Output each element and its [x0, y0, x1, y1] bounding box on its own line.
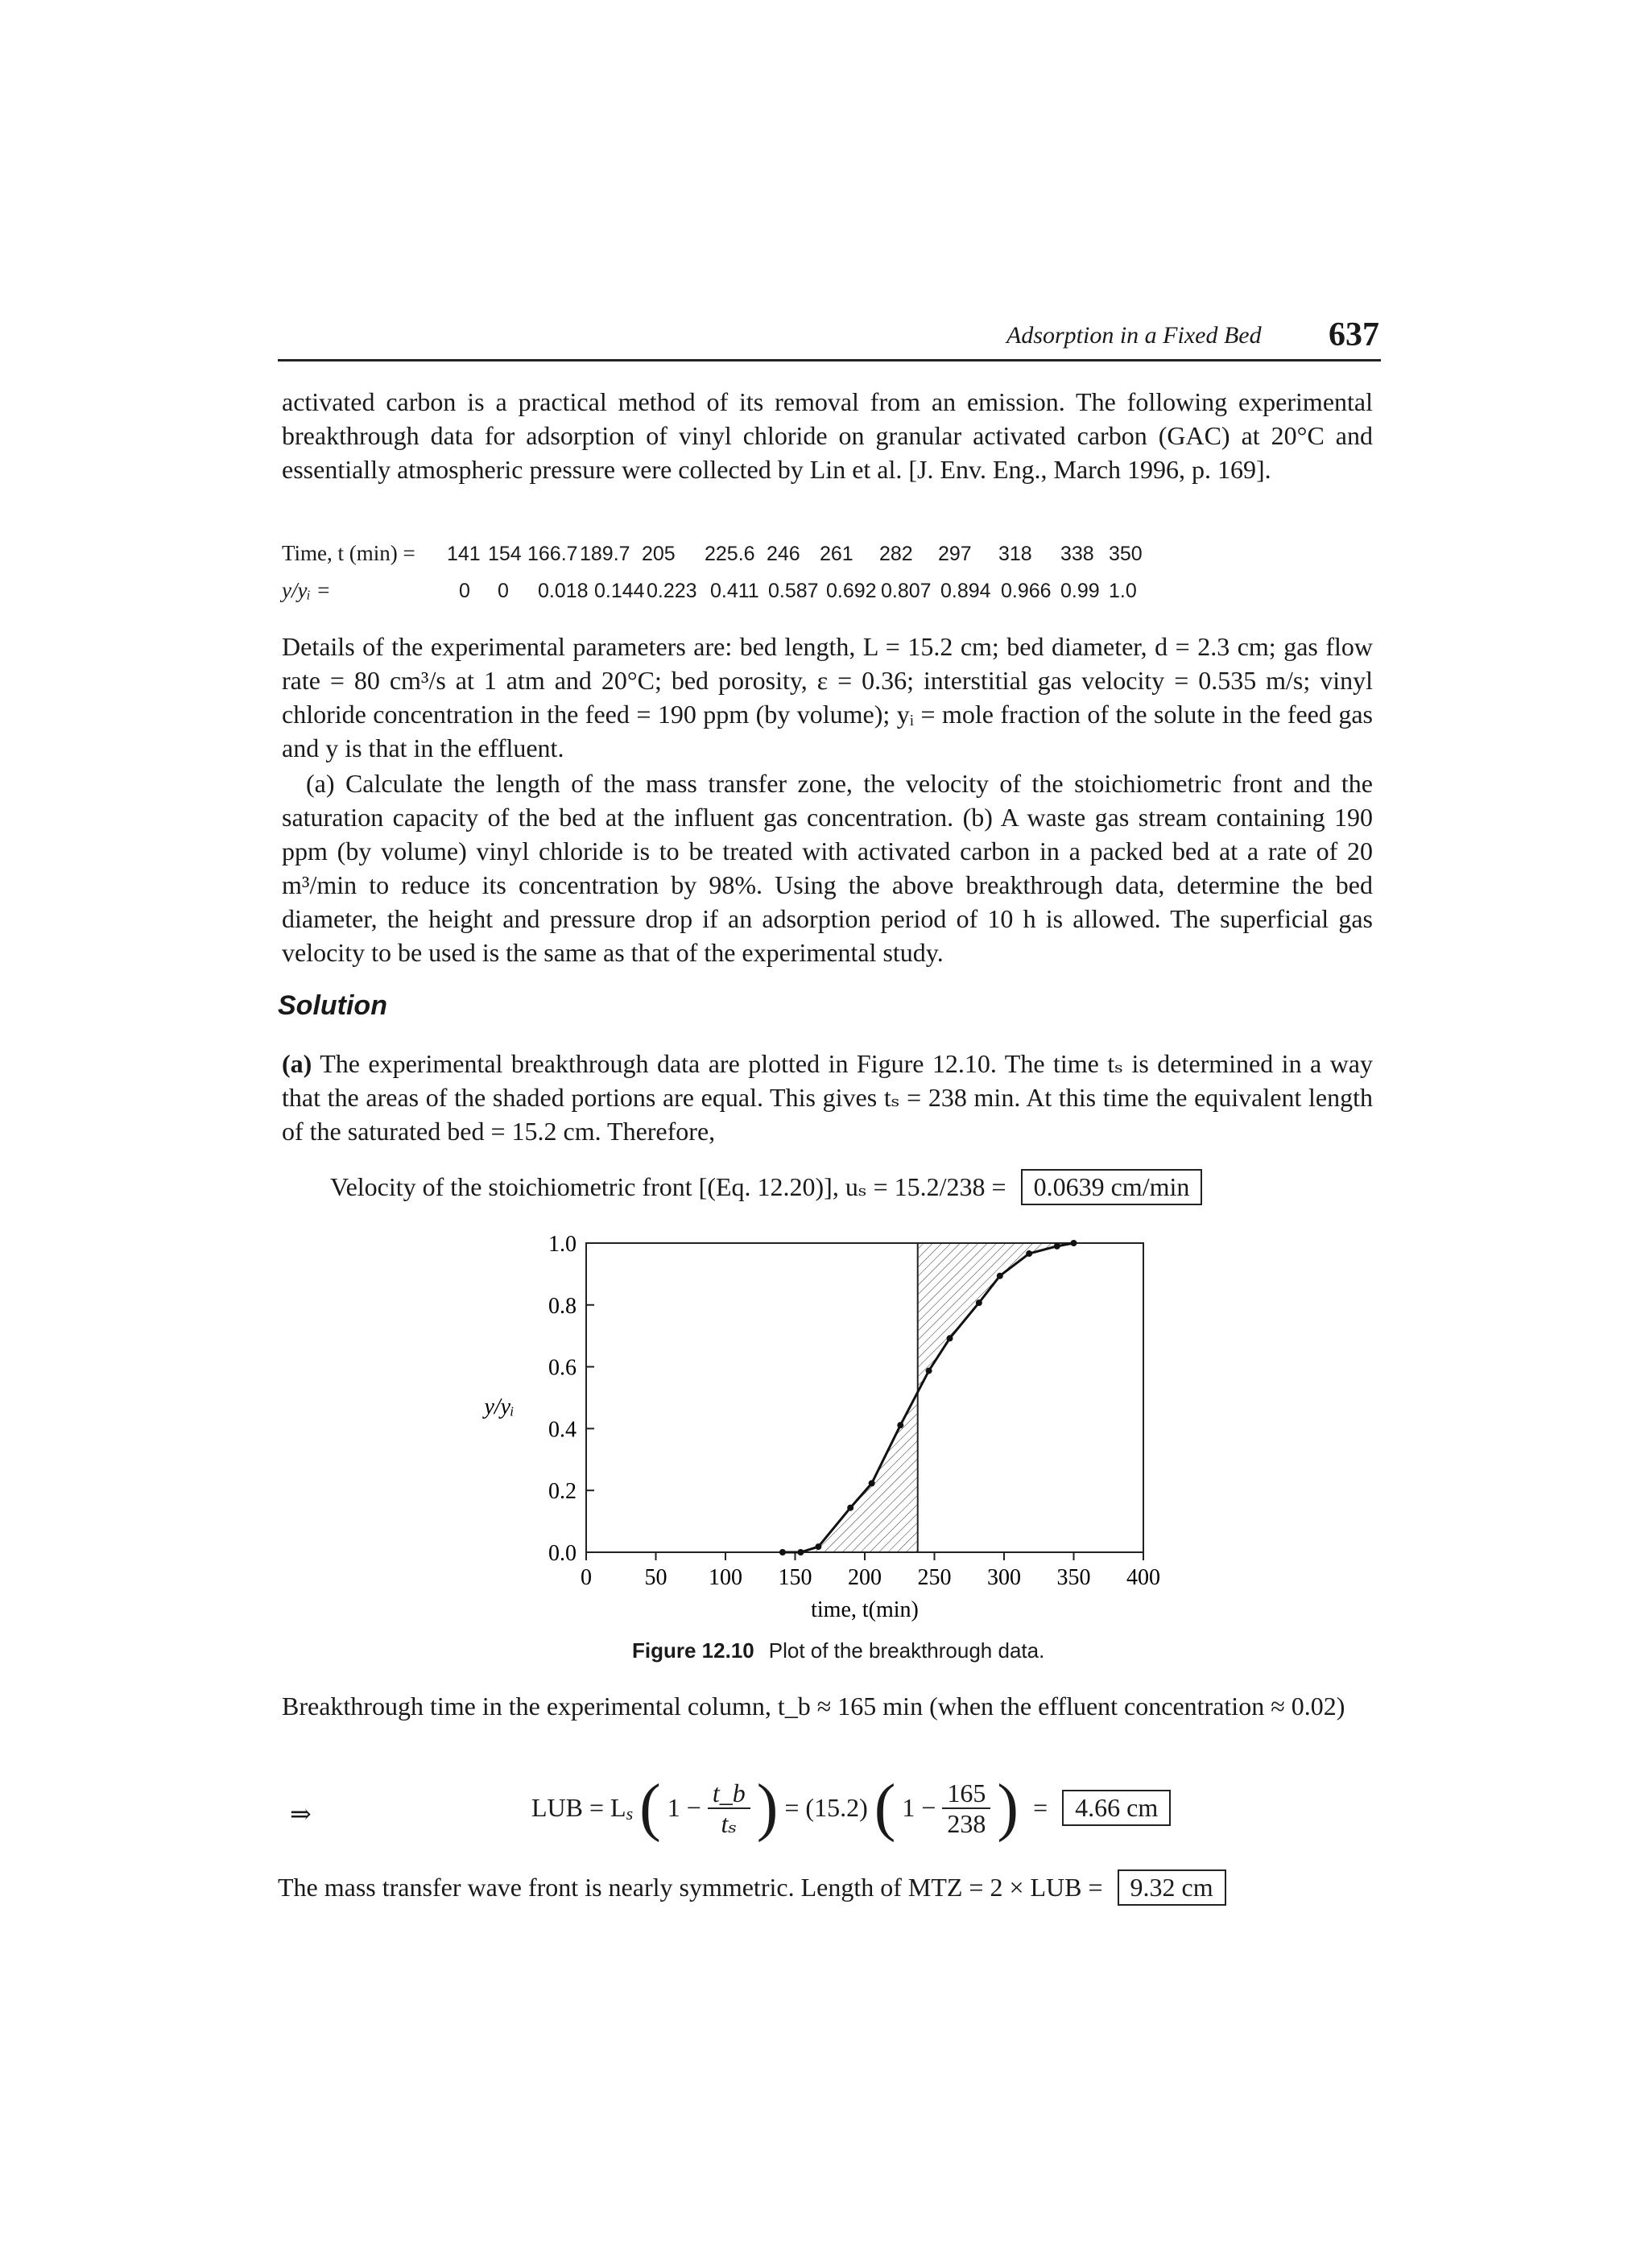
fraction-165-238: [942, 1778, 990, 1838]
details-paragraph: Details of the experimental parameters are: bed length, L = 15.2 cm; bed diameter, d = 2.3 cm; gas flow rate = 80 cm³/s at 1 atm and 20°C; bed porosity, ε = 0.36; interstitial gas velocity = 0.535 m/s; vinyl chloride concentration in the feed = 190 ppm (by volume); yᵢ = mole fraction of the solute in the feed gas and y is that in the effluent.: [282, 632, 1373, 762]
page-number: 637: [1329, 316, 1379, 353]
table-time-cell: 154: [488, 543, 522, 565]
lub-equals: =: [1033, 1793, 1048, 1822]
x-tick-label: 300: [987, 1565, 1021, 1590]
implies-arrow: ⇒: [290, 1799, 312, 1828]
lub-lhs: LUB = L: [531, 1793, 626, 1822]
table-time-cell: 189.7: [580, 543, 630, 565]
table-time-cell: 141: [447, 543, 481, 565]
table-ratio-cell: 0.223: [647, 580, 697, 602]
shaded-area-left: [783, 1392, 918, 1552]
figure-caption-text: Plot of the breakthrough data.: [768, 1638, 1045, 1663]
data-point: [1026, 1250, 1032, 1257]
velocity-text: Velocity of the stoichiometric front [(Eq. 12.20)], uₛ = 15.2/238 =: [330, 1172, 1006, 1201]
running-title: Adsorption in a Fixed Bed: [1006, 322, 1262, 349]
solution-heading: Solution: [278, 990, 387, 1021]
x-tick-label: 150: [778, 1565, 812, 1590]
paren-open-1: (: [639, 1772, 661, 1843]
data-point: [779, 1549, 786, 1555]
table-ratio-cell: 0: [459, 580, 470, 602]
shaded-area-right: [918, 1243, 1074, 1392]
data-point: [869, 1480, 875, 1486]
breakthrough-paragraph: Breakthrough time in the experimental column, t_b ≈ 165 min (when the effluent concentration ≈ 0.02): [282, 1692, 1345, 1721]
table-ratio-cell: 1.0: [1109, 580, 1137, 602]
y-tick-label: 0.0: [548, 1541, 577, 1566]
solution-paragraph: [282, 1047, 1373, 1148]
frac2-num: 165: [942, 1778, 990, 1809]
y-tick-label: 0.4: [548, 1417, 577, 1443]
y-tick-label: 0.8: [548, 1293, 577, 1319]
data-point: [976, 1299, 982, 1306]
mtz-text: The mass transfer wave front is nearly symmetric. Length of MTZ = 2 × LUB =: [278, 1873, 1103, 1902]
x-tick-label: 50: [644, 1565, 667, 1590]
figure-label: Figure 12.10: [632, 1638, 754, 1663]
solution-part-label: (a): [282, 1049, 312, 1078]
data-point: [1071, 1240, 1077, 1246]
table-row2-label: y/yᵢ =: [282, 578, 331, 602]
mtz-line: [278, 1869, 1226, 1906]
lub-mid: = (15.2): [784, 1793, 868, 1822]
table-ratio-cell: 0.692: [826, 580, 877, 602]
data-point: [847, 1505, 853, 1511]
question-paragraph: (a) Calculate the length of the mass transfer zone, the velocity of the stoichiometric front and the saturation capacity of the bed at the influent gas concentration. (b) A waste gas stream containing 190 ppm (by volume) vinyl chloride is to be treated with activated carbon in a packed bed at a rate of 20 m³/min to reduce its concentration by 98%. Using the above breakthrough data, determine the bed diameter, the height and pressure drop if an adsorption period of 10 h is allowed. The superficial gas velocity to be used is the same as that of the experimental study.: [282, 769, 1373, 967]
frac2-den: 238: [947, 1808, 986, 1838]
table-ratio-cell: 0.807: [881, 580, 932, 602]
data-point: [947, 1335, 953, 1341]
data-point: [926, 1368, 932, 1374]
breakthrough-chart: [451, 1224, 1176, 1634]
x-tick-label: 200: [848, 1565, 882, 1590]
table-ratio-cell: 0: [498, 580, 509, 602]
frac1-den: tₛ: [721, 1808, 738, 1838]
table-ratio-cell: 0.144: [594, 580, 645, 602]
y-tick-label: 0.2: [548, 1479, 577, 1505]
table-ratio-cell: 0.587: [768, 580, 819, 602]
table-time-cell: 297: [938, 543, 972, 565]
fraction-tb-ts: [708, 1778, 750, 1838]
one-minus-1: 1 −: [667, 1793, 701, 1822]
lub-equation: [290, 1771, 1256, 1860]
velocity-result: 0.0639 cm/min: [1021, 1169, 1203, 1205]
table-time-cell: 205: [642, 543, 676, 565]
table-time-cell: 166.7: [527, 543, 578, 565]
data-point: [1054, 1243, 1060, 1250]
intro-paragraph: activated carbon is a practical method of its removal from an emission. The following experimental breakthrough data for adsorption of vinyl chloride on granular activated carbon (GAC) at 20°C and essentially atmospheric pressure were collected by Lin et al. [J. Env. Eng., March 1996, p. 169].: [282, 387, 1373, 484]
velocity-line: [330, 1169, 1202, 1205]
table-time-cell: 246: [767, 543, 800, 565]
table-time-cell: 338: [1060, 543, 1094, 565]
one-minus-2: 1 −: [902, 1793, 936, 1822]
data-point: [897, 1422, 903, 1428]
lub-expression: [531, 1771, 1171, 1845]
table-time-cell: 282: [879, 543, 913, 565]
data-table: [282, 541, 1377, 613]
table-time-cell: 225.6: [705, 543, 755, 565]
x-tick-label: 400: [1126, 1565, 1160, 1590]
table-time-cell: 350: [1109, 543, 1143, 565]
x-tick-label: 0: [581, 1565, 592, 1590]
y-tick-label: 0.6: [548, 1355, 577, 1381]
x-tick-label: 350: [1056, 1565, 1091, 1590]
data-point: [797, 1549, 804, 1555]
x-tick-label: 100: [709, 1565, 742, 1590]
y-tick-label: 1.0: [548, 1232, 577, 1257]
lub-result: 4.66 cm: [1062, 1790, 1171, 1826]
x-tick-label: 250: [917, 1565, 952, 1590]
table-time-cell: 318: [998, 543, 1032, 565]
lub-sub-s: s: [626, 1803, 634, 1824]
y-axis-label: y/yᵢ: [484, 1394, 515, 1419]
table-ratio-cell: 0.018: [538, 580, 589, 602]
solution-text: The experimental breakthrough data are plotted in Figure 12.10. The time tₛ is determined in a way that the areas of the shaded portions are equal. This gives tₛ = 238 min. At this time the equivalent length of the saturated bed = 15.2 cm. Therefore,: [282, 1049, 1373, 1146]
paren-close-1: ): [756, 1772, 779, 1843]
paren-open-2: (: [874, 1772, 896, 1843]
data-point: [997, 1273, 1003, 1279]
figure-caption: [632, 1638, 1044, 1663]
header-rule: [278, 359, 1381, 361]
data-point: [815, 1543, 821, 1550]
table-time-cell: 261: [820, 543, 853, 565]
table-ratio-cell: 0.894: [940, 580, 991, 602]
table-row1-label: Time, t (min) =: [282, 541, 415, 565]
paren-close-2: ): [997, 1772, 1019, 1843]
table-ratio-cell: 0.966: [1001, 580, 1052, 602]
mtz-result: 9.32 cm: [1118, 1869, 1226, 1906]
table-ratio-cell: 0.99: [1060, 580, 1100, 602]
x-axis-label: time, t(min): [811, 1597, 919, 1622]
table-ratio-cell: 0.411: [710, 580, 759, 602]
frac1-num: t_b: [708, 1778, 750, 1809]
